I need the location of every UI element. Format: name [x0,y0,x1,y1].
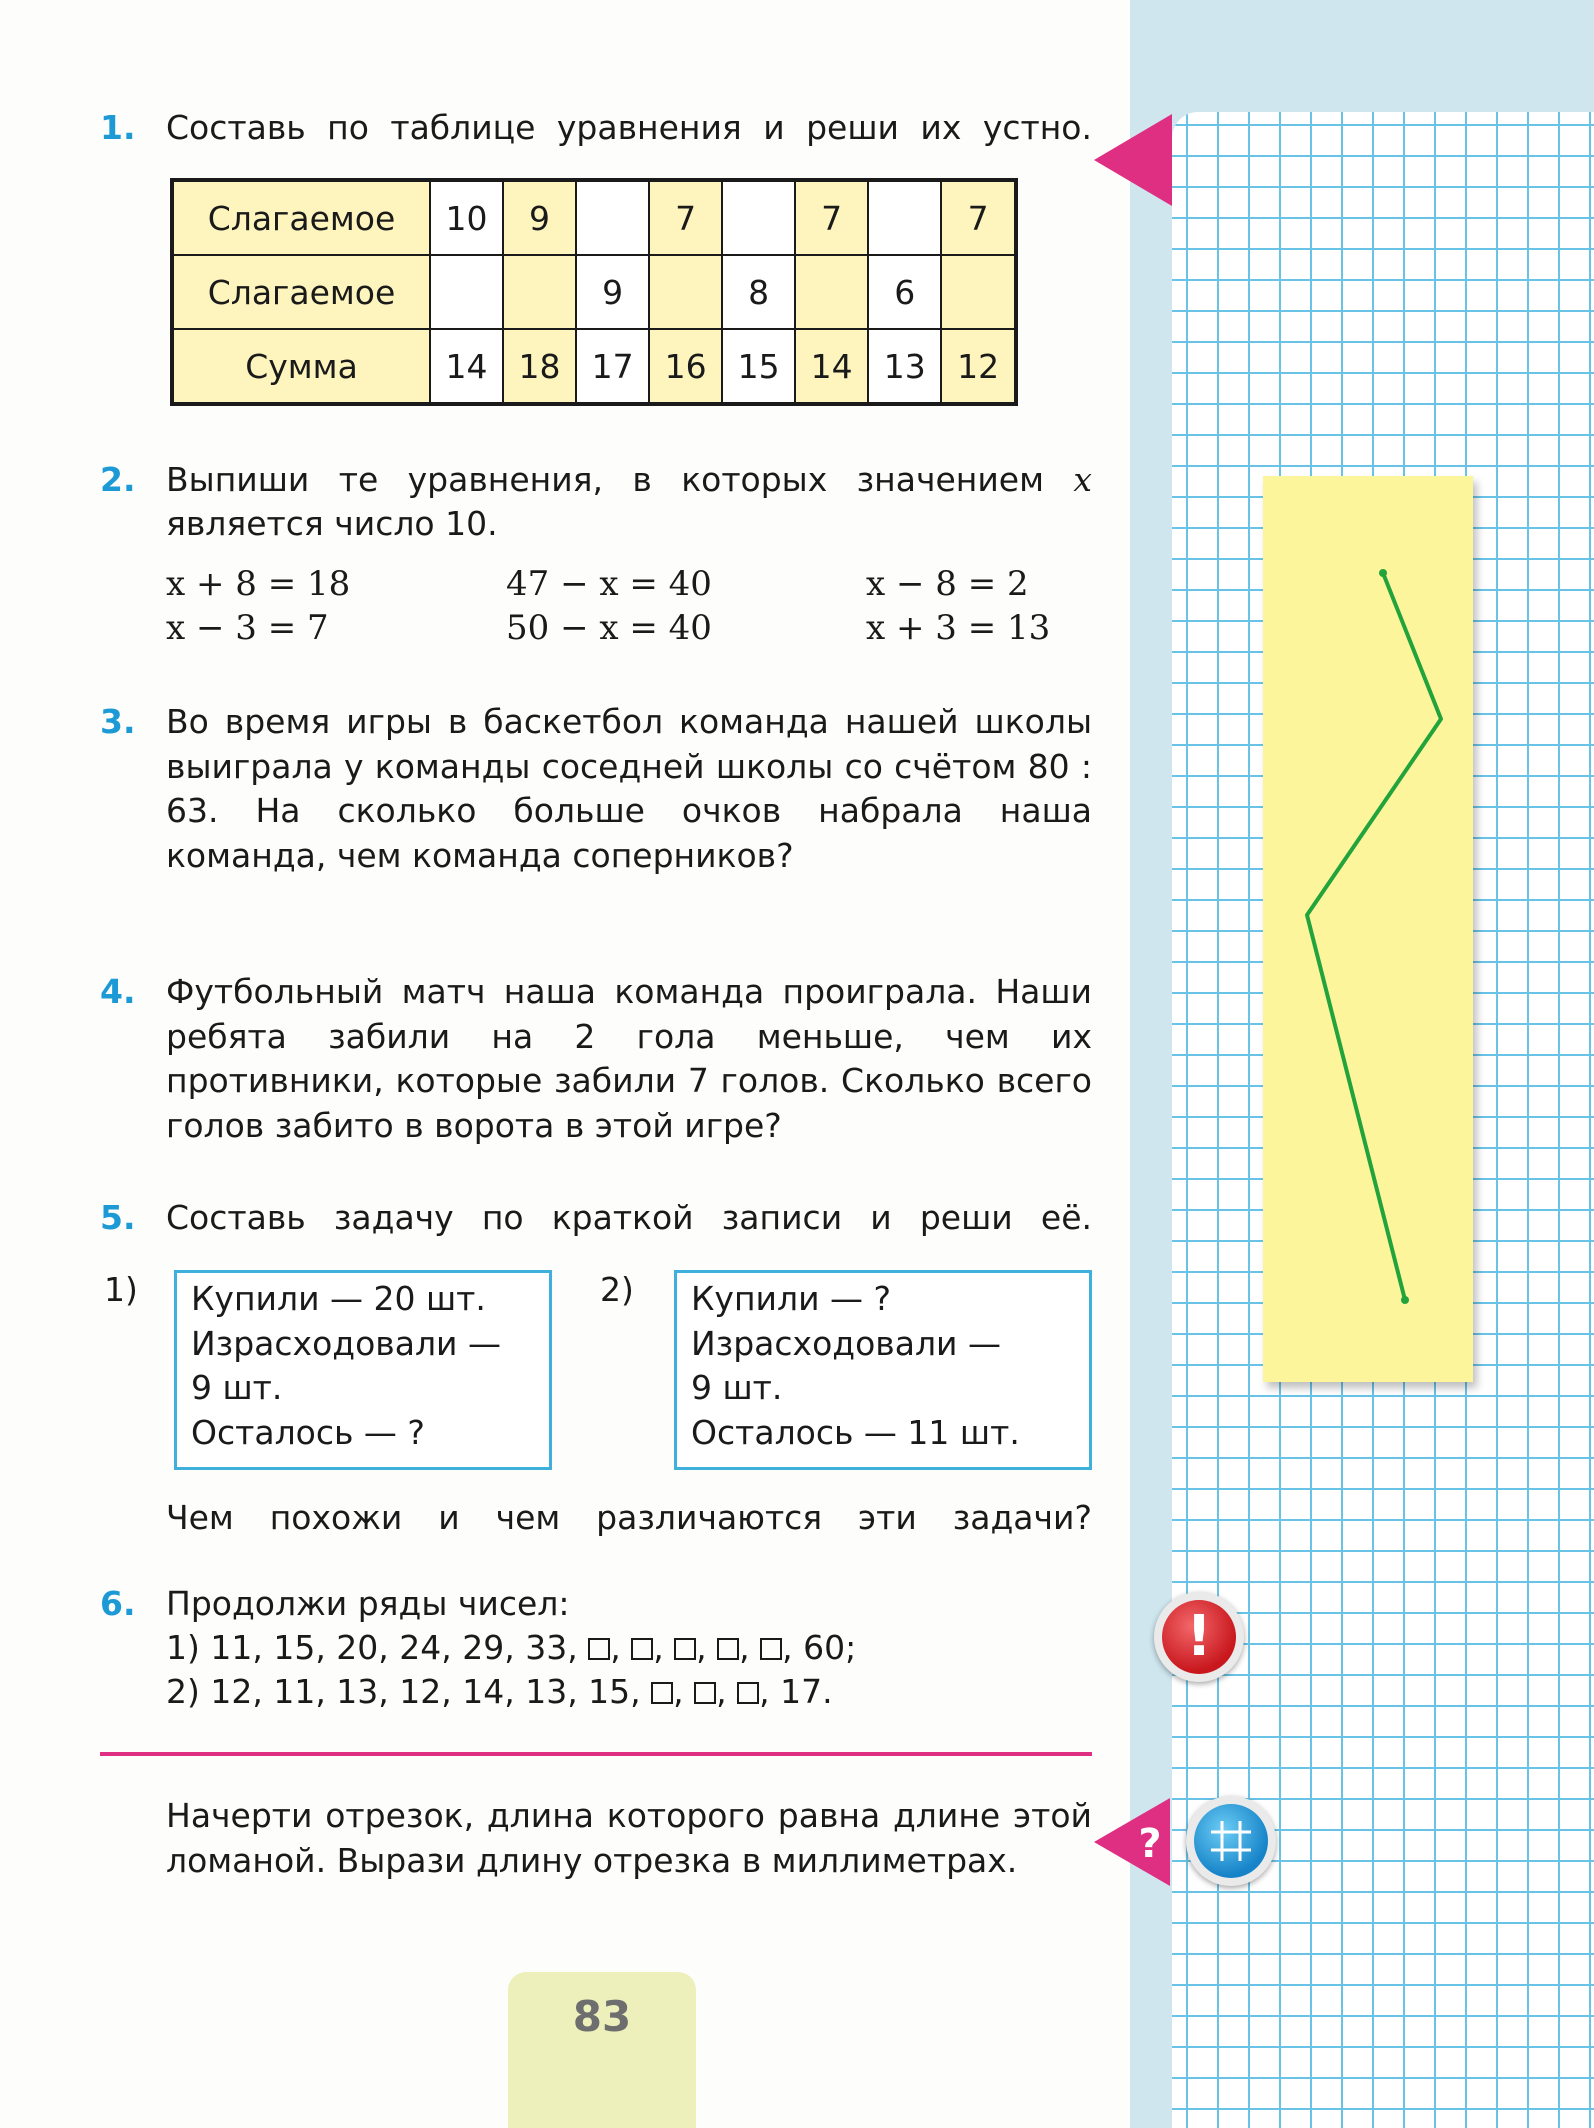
box-2-label: 2) [600,1270,634,1309]
table-cell: 17 [576,329,649,404]
grid-symbol [1203,1813,1259,1869]
table-row [172,180,1016,255]
table-row [172,255,1016,329]
table-cell: 16 [649,329,722,404]
task-2-number: 2. [100,460,136,499]
task-4-number: 4. [100,972,136,1011]
task-1-number: 1. [100,108,136,147]
table-cell: 18 [503,329,576,404]
table-cell [430,255,503,329]
table-cell: 14 [430,329,503,404]
table-cell: 9 [576,255,649,329]
equation: 50 − x = 40 [506,608,712,648]
equation: x + 3 = 13 [866,608,1051,648]
table-cell: 15 [722,329,795,404]
equation: x − 3 = 7 [166,608,329,648]
row-label: Слагаемое [172,180,430,255]
note-line: Купили — 20 шт. [191,1279,486,1318]
note-line: Осталось — ? [191,1412,425,1452]
table-cell: 8 [722,255,795,329]
table-row [172,329,1016,404]
answer-box[interactable] [694,1682,716,1704]
page-number: 83 [572,1992,632,2041]
note-line: Израсходовали — [691,1323,1001,1363]
task-3-number: 3. [100,702,136,741]
grid-icon [1186,1796,1276,1886]
task-5-number: 5. [100,1198,136,1237]
answer-box[interactable] [674,1638,696,1660]
table-cell [868,180,941,255]
task-2-line-1 [166,458,1092,503]
task-2-text: Выпиши те уравнения, в которых значением [166,460,1044,499]
question-mark-icon: ? [1138,1821,1162,1867]
task-6-text: Продолжи ряды чисел: [166,1584,570,1623]
table-cell [941,255,1016,329]
broken-line-figure [1263,476,1473,1382]
exclamation-icon [1154,1592,1244,1682]
series-end: 17. [780,1672,833,1711]
bonus-task-text: Начерти отрезок, длина которого равна длине этой ломаной. Вырази длину отрезка в миллиметрах. [166,1796,1092,1880]
table-cell: 7 [795,180,868,255]
note-line: Израсходовали — [191,1323,501,1363]
equation: x − 8 = 2 [866,564,1029,604]
task-5-question: Чем похожи и чем различаются эти задачи? [166,1498,1092,1537]
series-values: 1) 11, 15, 20, 24, 29, 33, [166,1628,578,1667]
answer-box[interactable] [651,1682,673,1704]
table-cell [649,255,722,329]
pink-pointer-top [1094,114,1172,206]
answer-box[interactable] [737,1682,759,1704]
table-cell: 7 [941,180,1016,255]
table-cell [722,180,795,255]
answer-box[interactable] [588,1638,610,1660]
answer-box[interactable] [717,1638,739,1660]
answer-box[interactable] [760,1638,782,1660]
row-label: Сумма [172,329,430,404]
table-cell [503,255,576,329]
table-cell [576,180,649,255]
table-cell: 7 [649,180,722,255]
task-4-text: Футбольный матч наша команда проиграла. Наши ребята забили на 2 гола меньше, чем их противники, которые забили 7 голов. Сколько всего голов забито в ворота в этой игре? [166,972,1092,1145]
note-line: Осталось — 11 шт. [691,1412,1020,1452]
task-6-number: 6. [100,1584,136,1623]
table-cell: 10 [430,180,503,255]
table-cell: 13 [868,329,941,404]
task-1-text: Составь по таблице уравнения и реши их устно. [166,108,1092,147]
series-end: 60; [803,1628,857,1667]
short-note-box-1 [174,1270,552,1470]
yellow-sticky-note [1263,476,1473,1382]
short-note-box-2 [674,1270,1092,1470]
box-1-label: 1) [104,1270,138,1309]
note-line: 9 шт. [191,1368,283,1407]
table-cell: 12 [941,329,1016,404]
variable-x: x [1073,460,1092,499]
task-2-line-2: является число 10. [166,504,498,543]
exclamation-mark: ! [1162,1600,1236,1674]
number-series-2: 2) 12, 11, 13, 12, 14, 13, 15, , , , 17. [166,1672,833,1711]
row-label: Слагаемое [172,255,430,329]
task-5-text: Составь задачу по краткой записи и реши её. [166,1198,1092,1237]
addition-table [170,178,1018,406]
table-cell [795,255,868,329]
equation: 47 − x = 40 [506,564,712,604]
table-cell: 9 [503,180,576,255]
note-line: 9 шт. [691,1368,783,1407]
table-cell: 6 [868,255,941,329]
task-3-text: Во время игры в баскетбол команда нашей школы выиграла у команды соседней школы со счётом 80 : 63. На сколько больше очков набрала наша команда, чем команда соперников? [166,702,1092,875]
equation: x + 8 = 18 [166,564,351,604]
answer-box[interactable] [631,1638,653,1660]
series-values: 2) 12, 11, 13, 12, 14, 13, 15, [166,1672,641,1711]
note-line: Купили — ? [691,1279,892,1318]
number-series-1: 1) 11, 15, 20, 24, 29, 33, , , , , , 60; [166,1628,857,1667]
section-divider [100,1752,1092,1756]
table-cell: 14 [795,329,868,404]
page-number-tab [508,1972,696,2128]
